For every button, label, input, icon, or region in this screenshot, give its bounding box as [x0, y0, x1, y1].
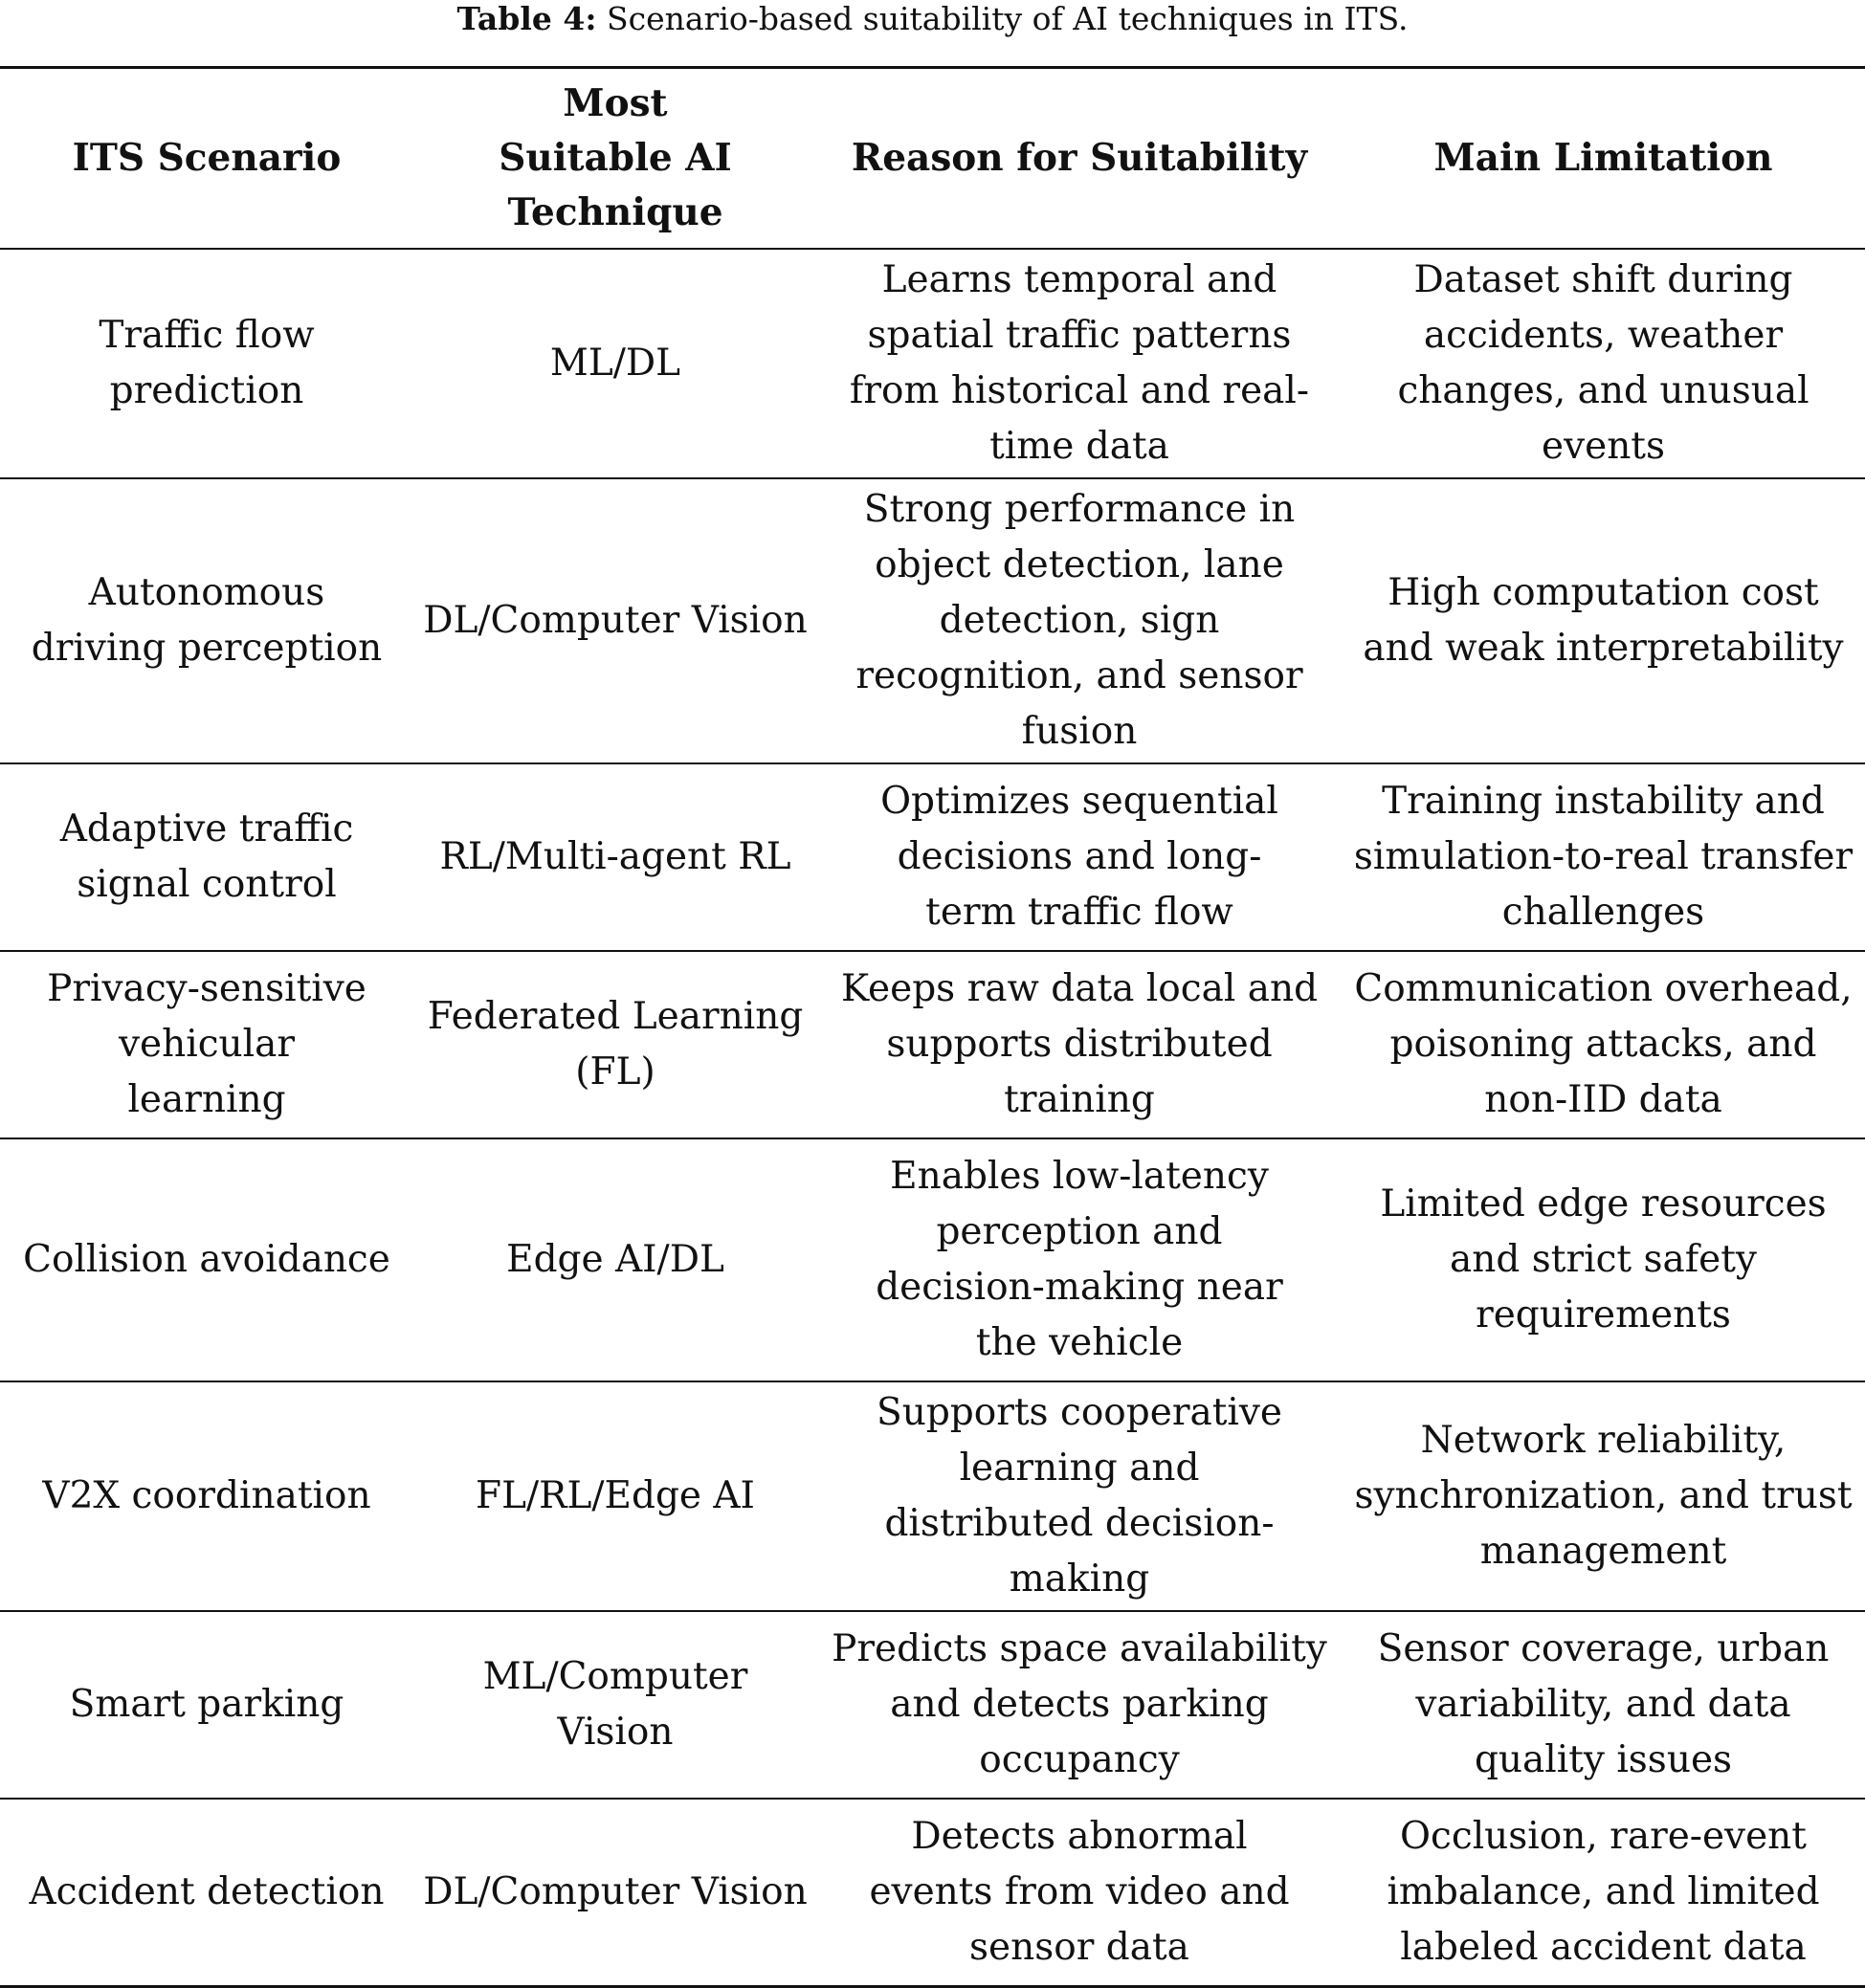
cell-scenario: V2X coordination [42, 1474, 371, 1517]
header-limitation: Main Limitation [1433, 136, 1773, 180]
cell-scenario: Privacy-sensitive vehicular learning [47, 967, 366, 1121]
cell-limitation: High computation cost and weak interpretability [1363, 571, 1844, 670]
cell-reason: Learns temporal and spatial traffic patterns from historical and real-time data [849, 258, 1310, 468]
header-ai-technique: Most Suitable AI Technique [499, 81, 732, 234]
cell-limitation: Communication overhead, poisoning attacks, and non-IID data [1354, 967, 1853, 1121]
header-its-scenario: ITS Scenario [72, 136, 342, 180]
cell-reason: Strong performance in object detection, lane detection, sign recognition, and sensor fusion [855, 488, 1303, 753]
cell-scenario: Smart parking [69, 1683, 344, 1726]
table-row [0, 249, 1865, 478]
cell-limitation: Network reliability, synchronization, and trust management [1354, 1419, 1853, 1573]
cell-limitation: Training instability and simulation-to-real transfer challenges [1353, 780, 1854, 934]
cell-technique: ML/DL [549, 342, 681, 385]
table-row [0, 763, 1865, 951]
cell-technique: FL/RL/Edge AI [476, 1474, 755, 1517]
cell-reason: Optimizes sequential decisions and long-term traffic flow [880, 780, 1278, 934]
cell-technique: ML/Computer Vision [482, 1655, 748, 1754]
cell-reason: Supports cooperative learning and distributed decision-making [877, 1391, 1282, 1601]
cell-scenario: Autonomous driving perception [31, 571, 383, 670]
cell-reason: Predicts space availability and detects parking occupancy [832, 1627, 1327, 1781]
cell-reason: Keeps raw data local and supports distributed training [840, 967, 1319, 1121]
cell-scenario: Adaptive traffic signal control [59, 807, 354, 906]
table-row [0, 478, 1865, 763]
cell-technique: DL/Computer Vision [423, 1869, 808, 1913]
cell-technique: RL/Multi-agent RL [439, 835, 791, 878]
cell-limitation: Dataset shift during accidents, weather changes, and unusual events [1397, 258, 1809, 468]
cell-limitation: Sensor coverage, urban variability, and data quality issues [1377, 1627, 1830, 1781]
caption-text: Scenario-based suitability of AI techniques in ITS. [596, 0, 1409, 37]
cell-reason: Enables low-latency perception and decision-making near the vehicle [876, 1155, 1283, 1364]
table-body [0, 249, 1865, 1986]
table-row [0, 1381, 1865, 1611]
suitability-table [0, 66, 1865, 1988]
cell-technique: Edge AI/DL [506, 1238, 724, 1281]
table-row [0, 1799, 1865, 1986]
header-row [0, 68, 1865, 250]
table-row [0, 951, 1865, 1138]
header-reason: Reason for Suitability [851, 136, 1308, 180]
cell-scenario: Collision avoidance [23, 1238, 390, 1281]
cell-scenario: Traffic flow prediction [99, 314, 315, 412]
cell-reason: Detects abnormal events from video and sensor data [869, 1814, 1290, 1969]
cell-technique: DL/Computer Vision [423, 599, 808, 642]
cell-limitation: Occlusion, rare-event imbalance, and limited labeled accident data [1387, 1814, 1820, 1969]
table-row [0, 1611, 1865, 1799]
table-caption [0, 0, 1865, 42]
cell-scenario: Accident detection [29, 1869, 385, 1913]
table-row [0, 1138, 1865, 1381]
table-header [0, 68, 1865, 250]
caption-label: Table 4: [456, 0, 597, 37]
cell-technique: Federated Learning (FL) [427, 995, 804, 1093]
cell-limitation: Limited edge resources and strict safety requirements [1380, 1182, 1827, 1336]
